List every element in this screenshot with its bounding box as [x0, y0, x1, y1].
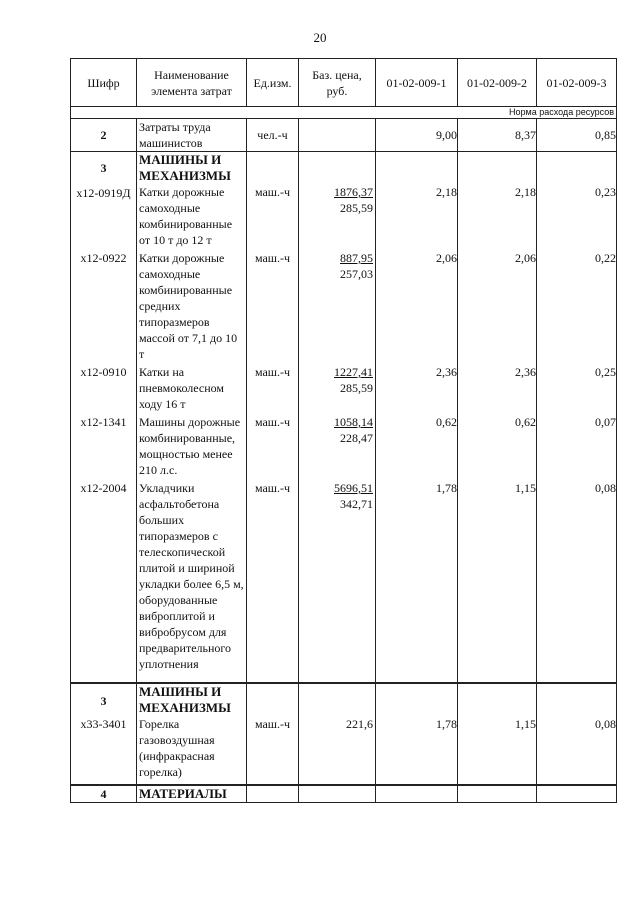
header-unit: Ед.изм.: [247, 59, 299, 107]
row-unit: маш.-ч: [247, 250, 299, 364]
price-base: 5696,51: [334, 481, 373, 495]
price-wage: 342,71: [340, 497, 373, 511]
price-wage: 257,03: [340, 267, 373, 281]
row-unit: маш.-ч: [247, 480, 299, 683]
row-value-1: 1,78: [376, 716, 458, 785]
row-value-3: 0,85: [537, 119, 617, 152]
row-value-2: 8,37: [458, 119, 537, 152]
row-value-2: 2,06: [458, 250, 537, 364]
row-code: 2: [71, 119, 137, 152]
section-code: 3: [71, 683, 137, 716]
row-price: [299, 414, 376, 480]
row-price: [299, 184, 376, 250]
row-unit: чел.-ч: [247, 119, 299, 152]
section-code: 4: [71, 785, 137, 803]
row-value-1: 2,36: [376, 364, 458, 414]
page-number: 20: [313, 30, 327, 45]
price-base: 887,95: [340, 251, 373, 265]
norm-row: [71, 107, 617, 119]
row-unit: маш.-ч: [247, 716, 299, 785]
row-price: 221,6: [299, 716, 376, 785]
table-row: [71, 250, 617, 364]
row-code: х12-0910: [71, 364, 137, 414]
price-base: 1876,37: [334, 185, 373, 199]
resource-table: [70, 58, 617, 803]
section-code: 3: [71, 152, 137, 185]
header-name: Наименование элемента затрат: [137, 59, 247, 107]
row-value-1: 9,00: [376, 119, 458, 152]
price-base: 1058,14: [334, 415, 373, 429]
price-wage: 228,47: [340, 431, 373, 445]
row-code: х12-0919Д: [71, 184, 137, 250]
section-row: [71, 683, 617, 716]
row-code: х12-1341: [71, 414, 137, 480]
row-unit: маш.-ч: [247, 184, 299, 250]
row-code: х12-2004: [71, 480, 137, 683]
row-value-3: 0,07: [537, 414, 617, 480]
price-wage: 285,59: [340, 201, 373, 215]
row-price: [299, 250, 376, 364]
norm-label: Норма расхода ресурсов: [71, 107, 617, 119]
row-value-2: 1,15: [458, 716, 537, 785]
row-value-3: 0,25: [537, 364, 617, 414]
row-value-2: 2,36: [458, 364, 537, 414]
row-name: Затраты труда машинистов: [137, 119, 247, 152]
row-code: х12-0922: [71, 250, 137, 364]
row-value-3: 0,08: [537, 716, 617, 785]
table-row: [71, 119, 617, 152]
header-col2: 01-02-009-2: [458, 59, 537, 107]
row-value-3: 0,23: [537, 184, 617, 250]
header-row: [71, 59, 617, 107]
table-row: [71, 184, 617, 250]
section-title: МАШИНЫ И МЕХАНИЗМЫ: [137, 152, 247, 185]
row-name: Горелка газовоздушная (инфракрасная горелка): [137, 716, 247, 785]
header-col1: 01-02-009-1: [376, 59, 458, 107]
table-row: [71, 364, 617, 414]
table-row: [71, 716, 617, 785]
row-unit: маш.-ч: [247, 414, 299, 480]
row-price: [299, 364, 376, 414]
section-row: [71, 785, 617, 803]
row-value-1: 1,78: [376, 480, 458, 683]
row-value-2: 0,62: [458, 414, 537, 480]
row-price: [299, 480, 376, 683]
header-col3: 01-02-009-3: [537, 59, 617, 107]
table-row: [71, 414, 617, 480]
row-value-1: 2,18: [376, 184, 458, 250]
row-value-1: 2,06: [376, 250, 458, 364]
row-name: Катки дорожные самоходные комбинированные от 10 т до 12 т: [137, 184, 247, 250]
row-price: [299, 119, 376, 152]
row-value-3: 0,08: [537, 480, 617, 683]
row-value-3: 0,22: [537, 250, 617, 364]
row-value-1: 0,62: [376, 414, 458, 480]
section-row: [71, 152, 617, 185]
row-unit: маш.-ч: [247, 364, 299, 414]
header-price: Баз. цена, руб.: [299, 59, 376, 107]
price-base: 1227,41: [334, 365, 373, 379]
section-title: МАШИНЫ И МЕХАНИЗМЫ: [137, 683, 247, 716]
section-title: МАТЕРИАЛЫ: [137, 785, 247, 803]
row-name: Машины дорожные комбинированные, мощностью менее 210 л.с.: [137, 414, 247, 480]
row-name: Катки на пневмоколесном ходу 16 т: [137, 364, 247, 414]
table-row: [71, 480, 617, 683]
row-name: Катки дорожные самоходные комбинированные средних типоразмеров массой от 7,1 до 10 т: [137, 250, 247, 364]
row-code: х33-3401: [71, 716, 137, 785]
row-name: Укладчики асфальтобетона больших типоразмеров с телескопической плитой и шириной укладки более 6,5 м, оборудованные виброплитой и вибробрусом для предварительного уплотнения: [137, 480, 247, 683]
header-code: Шифр: [71, 59, 137, 107]
row-value-2: 1,15: [458, 480, 537, 683]
price-wage: 285,59: [340, 381, 373, 395]
row-value-2: 2,18: [458, 184, 537, 250]
